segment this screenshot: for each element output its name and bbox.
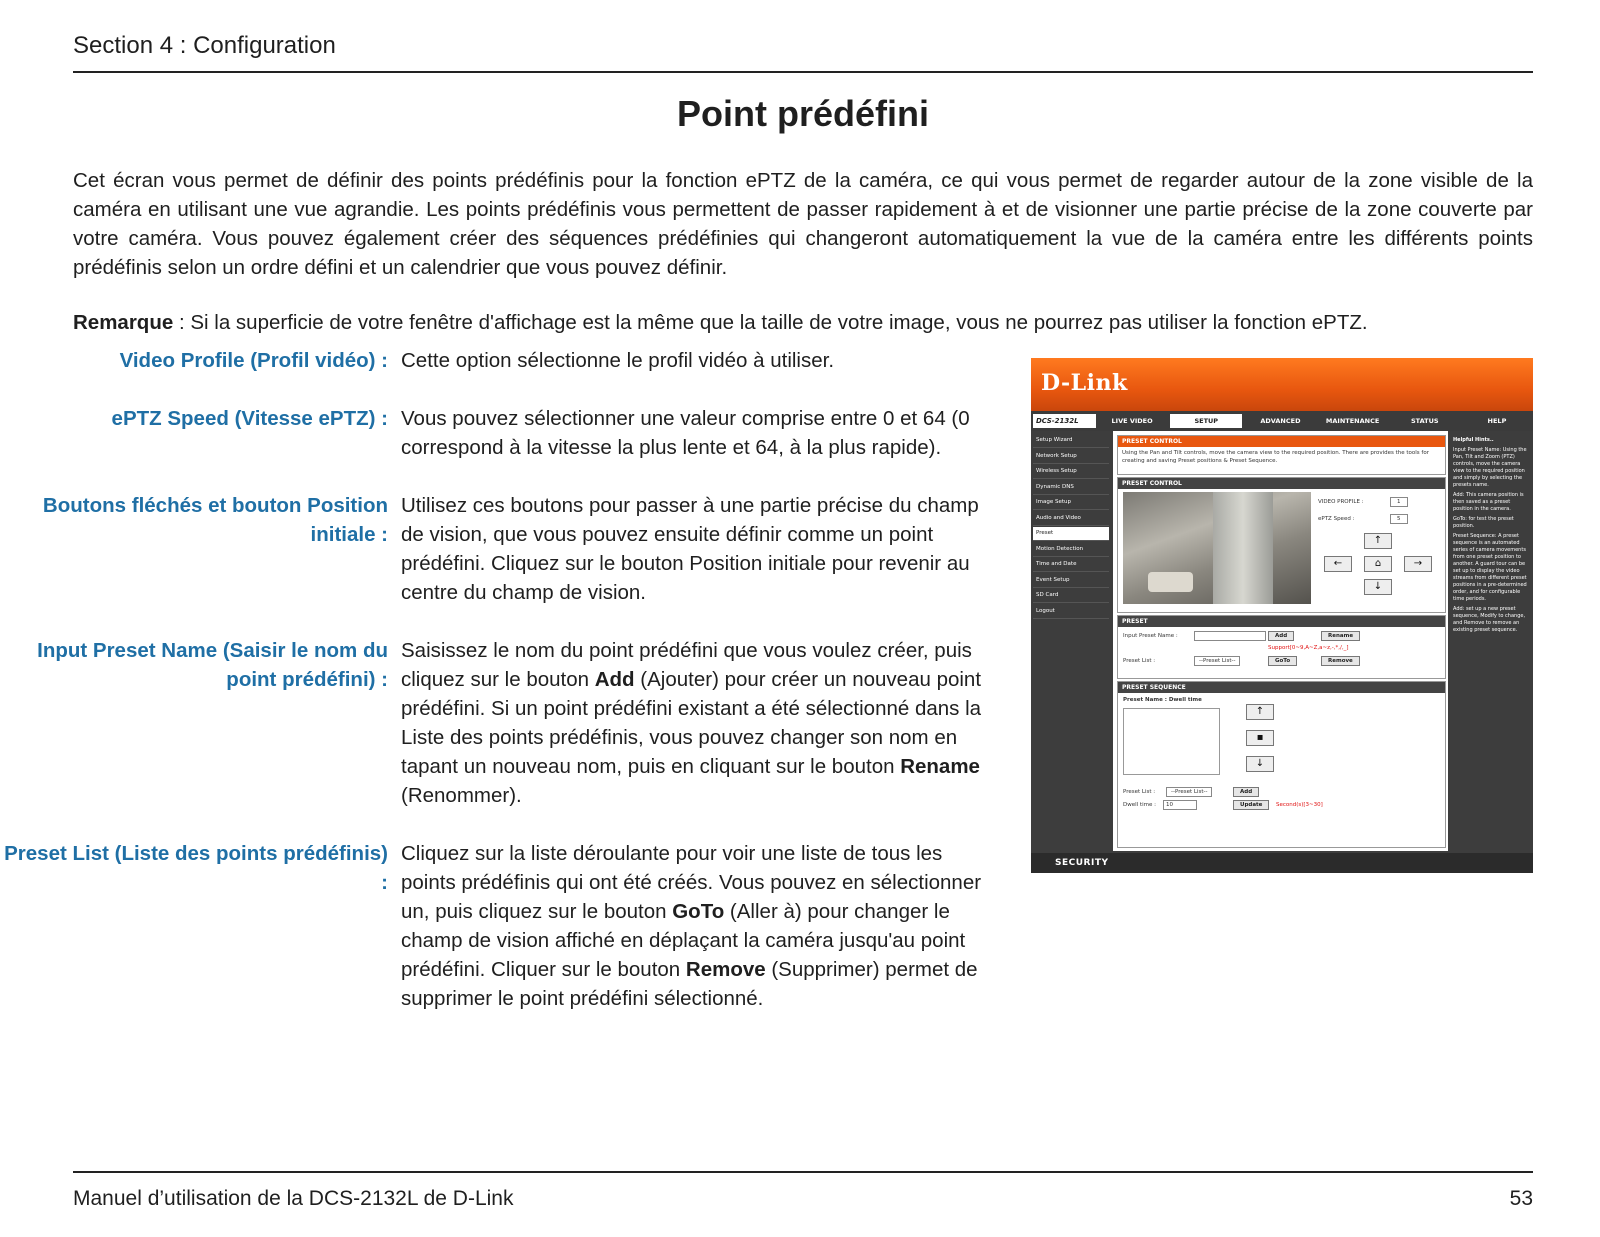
support-text: Support[0~9,A~Z,a~z,-,*,/,_] xyxy=(1268,645,1349,651)
sequence-preset-select[interactable]: --Preset List-- xyxy=(1166,787,1212,797)
help-text: GoTo: for test the preset position. xyxy=(1453,516,1514,529)
delete-button[interactable] xyxy=(1246,730,1274,746)
desc-text: Cliquez sur la liste déroulante pour voir une liste de tous les points prédéfinis qui ont été créés. Vous pouvez en sélectionner un, puis cliquez sur le bouton xyxy=(401,842,982,923)
term: Input Preset Name (Saisir le nom du point prédéfini) : xyxy=(37,639,388,691)
help-text: Add: set up a new preset sequence, Modify to change, and Remove to remove an existing preset sequence. xyxy=(1453,606,1526,633)
manual-title: Manuel d’utilisation de la DCS-2132L de D-Link xyxy=(73,1187,514,1210)
sidebar-item-sd-card[interactable]: SD Card xyxy=(1033,589,1109,603)
section-heading: PRESET CONTROL xyxy=(1118,478,1445,489)
dlink-logo: D-Link xyxy=(1041,370,1128,396)
preset-control-intro xyxy=(1117,435,1446,475)
dwell-time-label: Dwell time : xyxy=(1123,802,1156,808)
tab-advanced[interactable]: ADVANCED xyxy=(1260,417,1301,425)
note xyxy=(73,308,1533,337)
main-panel xyxy=(1113,431,1448,851)
sidebar-item-preset[interactable]: Preset xyxy=(1033,527,1109,541)
section-heading: PRESET CONTROL xyxy=(1118,436,1445,447)
desc-bold: GoTo xyxy=(672,900,725,923)
preset-box xyxy=(1117,615,1446,679)
seconds-text: Second(s)[3~30] xyxy=(1276,802,1323,808)
preset-list-label: Preset List : xyxy=(1123,658,1156,664)
help-text: Input Preset Name: Using the Pan, Tilt and Zoom (PTZ) controls, move the camera view to the required position and simply by selecting the presets name. xyxy=(1453,447,1527,488)
tab-live-video[interactable]: LIVE VIDEO xyxy=(1111,417,1153,425)
description: Utilisez ces boutons pour passer à une partie précise du champ de vision, que vous pouvez ensuite définir comme un point prédéfini. Cliquez sur le bouton Position initiale pour revenir au centre du champ de vision. xyxy=(401,494,979,604)
move-up-button[interactable] xyxy=(1246,704,1274,720)
eptz-speed-label: ePTZ Speed : xyxy=(1318,516,1355,522)
home-icon: ⌂ xyxy=(1374,558,1382,569)
preset-control-text: Using the Pan and Tilt controls, move the camera view to the required position. There are provides the tools for creating and saving Preset positions & Preset Sequence. xyxy=(1122,450,1429,464)
section-heading: PRESET SEQUENCE xyxy=(1118,682,1445,693)
arrow-right-icon: → xyxy=(1413,558,1423,569)
sequence-column-header: Preset Name : Dwell time xyxy=(1123,697,1202,703)
arrow-left-icon: ← xyxy=(1333,558,1343,569)
desc-bold: Add xyxy=(594,668,635,691)
tab-maintenance[interactable]: MAINTENANCE xyxy=(1325,417,1380,425)
term: Video Profile (Profil vidéo) : xyxy=(119,349,388,372)
remove-button[interactable]: Remove xyxy=(1321,656,1360,666)
sidebar-item-event-setup[interactable]: Event Setup xyxy=(1033,574,1109,588)
arrow-left-button[interactable] xyxy=(1324,556,1352,572)
sidebar-item-dynamic-dns[interactable]: Dynamic DNS xyxy=(1033,481,1109,495)
term: ePTZ Speed (Vitesse ePTZ) : xyxy=(111,407,388,430)
sequence-listbox[interactable] xyxy=(1123,708,1220,775)
definition-eptz-speed xyxy=(0,404,1000,462)
desc-text: (Ajouter) pour créer un nouveau point prédéfini. Si un point prédéfini existant a été sélectionné dans la Liste des points prédéfinis, vous pouvez changer son nom en tapant un nouveau nom, puis en cliquant sur le bouton xyxy=(401,668,982,778)
video-profile-select[interactable]: 1 xyxy=(1390,497,1408,507)
description: Vous pouvez sélectionner une valeur comprise entre 0 et 64 (0 correspond à la vitesse la plus lente et 64, à la plus rapide). xyxy=(401,407,970,459)
desc-bold: Rename xyxy=(900,755,980,778)
arrow-down-button[interactable] xyxy=(1364,579,1392,595)
footer-rule xyxy=(73,1171,1533,1173)
preset-control-box xyxy=(1117,477,1446,613)
arrow-right-button[interactable] xyxy=(1404,556,1432,572)
arrow-down-icon: ↓ xyxy=(1255,758,1265,769)
top-nav xyxy=(1031,411,1533,431)
page-title: Point prédéfini xyxy=(677,93,929,134)
dwell-time-input[interactable]: 10 xyxy=(1163,800,1197,810)
section-heading: PRESET xyxy=(1118,616,1445,627)
tab-help[interactable]: HELP xyxy=(1487,417,1507,425)
home-button[interactable] xyxy=(1364,556,1392,572)
definition-arrow-buttons xyxy=(0,491,1000,607)
note-label: Remarque xyxy=(73,311,174,334)
help-panel xyxy=(1450,431,1533,851)
preset-list-select[interactable]: --Preset List-- xyxy=(1194,656,1240,666)
desc-bold: Remove xyxy=(685,958,766,981)
sidebar-item-wireless-setup[interactable]: Wireless Setup xyxy=(1033,465,1109,479)
move-down-button[interactable] xyxy=(1246,756,1274,772)
camera-view xyxy=(1123,492,1311,604)
intro-paragraph: Cet écran vous permet de définir des points prédéfinis pour la fonction ePTZ de la caméra, ce qui vous permet de regarder autour de la zone visible de la caméra en utilisant une vue agrandie. Les points prédéfinis vous permettent de passer rapidement à et de visionner une partie précise de la zone couverte par votre caméra. Vous pouvez également créer des séquences prédéfinies qui changeront automatiquement la vue de la caméra entre les différents points prédéfinis selon un ordre défini et un calendrier que vous pouvez définir. xyxy=(73,169,1533,279)
update-button[interactable]: Update xyxy=(1233,800,1269,810)
definition-video-profile xyxy=(0,346,1000,375)
section-header: Section 4 : Configuration xyxy=(73,32,336,59)
term: Boutons fléchés et bouton Position initiale : xyxy=(42,494,388,546)
sidebar-item-motion-detection[interactable]: Motion Detection xyxy=(1033,543,1109,557)
desc-text: (Renommer). xyxy=(401,784,522,807)
sidebar-item-image-setup[interactable]: Image Setup xyxy=(1033,496,1109,510)
input-preset-label: Input Preset Name : xyxy=(1123,633,1178,639)
banner xyxy=(1031,358,1533,411)
description xyxy=(400,839,986,1013)
definition-input-preset-name xyxy=(0,636,1000,810)
preset-sequence-box xyxy=(1117,681,1446,848)
tab-setup[interactable]: SETUP xyxy=(1170,414,1242,428)
video-profile-label: VIDEO PROFILE : xyxy=(1318,499,1364,505)
desc-text: Saisissez le nom du point prédéfini que vous voulez créer, puis cliquez sur le bouton xyxy=(401,639,972,691)
security-footer: SECURITY xyxy=(1031,853,1533,873)
definitions-list xyxy=(0,346,1000,1042)
sidebar-item-setup-wizard[interactable]: Setup Wizard xyxy=(1033,434,1109,448)
arrow-up-button[interactable] xyxy=(1364,533,1392,549)
help-text: Add: This camera position is then saved as a preset position in the camera. xyxy=(1453,492,1524,512)
camera-view-wall xyxy=(1213,492,1273,604)
note-text: : Si la superficie de votre fenêtre d'affichage est la même que la taille de votre image, vous ne pourrez pas utiliser la fonction ePTZ. xyxy=(173,311,1368,334)
help-title: Helpful Hints.. xyxy=(1453,437,1494,443)
desc-text: (Aller à) pour changer le champ de vision affiché en déplaçant la caméra jusqu'au point prédéfini. Cliquer sur le bouton xyxy=(401,900,966,981)
sequence-preset-list-label: Preset List : xyxy=(1123,789,1156,795)
sidebar-item-network-setup[interactable]: Network Setup xyxy=(1033,450,1109,464)
trash-icon: ▪ xyxy=(1256,732,1264,743)
header-rule xyxy=(73,71,1533,73)
help-text: Preset Sequence: A preset sequence is an automated series of camera movements from one preset position to another. A guard tour can be set up to display the video streams from different preset positions in a pre-determined order, and for configurable time periods. xyxy=(1453,533,1527,602)
rename-button[interactable]: Rename xyxy=(1321,631,1360,641)
goto-button[interactable]: GoTo xyxy=(1268,656,1297,666)
desc-text: (Supprimer) permet de supprimer le point prédéfini sélectionné. xyxy=(401,958,978,1010)
eptz-speed-select[interactable]: 5 xyxy=(1390,514,1408,524)
sequence-add-button[interactable]: Add xyxy=(1233,787,1259,797)
preset-name-input[interactable] xyxy=(1194,631,1266,641)
description xyxy=(400,636,986,810)
sidebar-item-time-date[interactable]: Time and Date xyxy=(1033,558,1109,572)
sidebar xyxy=(1033,434,1109,620)
tab-status[interactable]: STATUS xyxy=(1411,417,1439,425)
camera-view-phone xyxy=(1148,572,1193,592)
preset-screenshot xyxy=(1031,358,1533,873)
model-label: DCS-2132L xyxy=(1033,414,1096,428)
arrow-up-icon: ↑ xyxy=(1373,535,1383,546)
add-button[interactable]: Add xyxy=(1268,631,1294,641)
arrow-up-icon: ↑ xyxy=(1255,706,1265,717)
arrow-down-icon: ↓ xyxy=(1373,581,1383,592)
page-number: 53 xyxy=(1509,1187,1533,1210)
description: Cette option sélectionne le profil vidéo à utiliser. xyxy=(401,349,835,372)
sidebar-item-logout[interactable]: Logout xyxy=(1033,605,1109,619)
definition-preset-list xyxy=(0,839,1000,1013)
sidebar-item-audio-video[interactable]: Audio and Video xyxy=(1033,512,1109,526)
term: Preset List (Liste des points prédéfinis) : xyxy=(4,842,388,894)
